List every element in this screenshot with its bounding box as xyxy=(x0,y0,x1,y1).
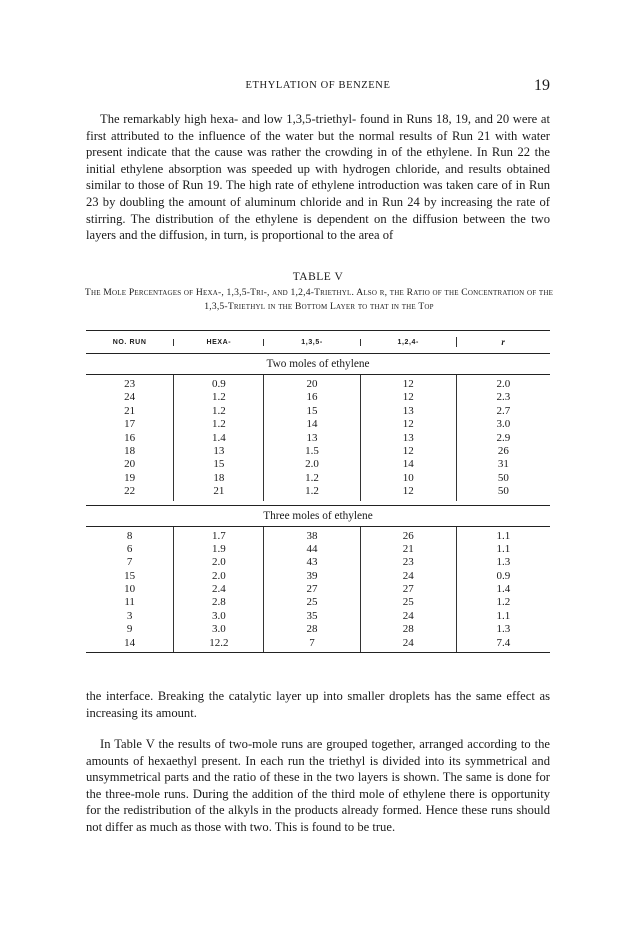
table-cell: 1.4 xyxy=(496,583,511,596)
column-run xyxy=(86,375,173,501)
table-cell: 22 xyxy=(124,485,136,498)
table-cell: 1.1 xyxy=(496,529,511,542)
column-header-hexa: HEXA- xyxy=(173,339,263,346)
table-cell: 27 xyxy=(306,583,318,596)
table-cell: 2.0 xyxy=(211,556,226,569)
table-cell: 1.7 xyxy=(211,529,226,542)
table-cell: 3.0 xyxy=(496,418,511,431)
table-cell: 44 xyxy=(306,542,318,555)
table-cell: 38 xyxy=(306,529,318,542)
table-cell: 21 xyxy=(402,542,414,555)
table-cell: 12 xyxy=(402,418,414,431)
section-label-two-moles: Two moles of ethylene xyxy=(86,354,550,375)
data-table xyxy=(86,330,550,653)
table-cell: 13 xyxy=(213,444,225,457)
table-cell: 7 xyxy=(126,556,133,569)
table-cell: 26 xyxy=(497,444,509,457)
table-cell: 13 xyxy=(402,404,414,417)
table-cell: 8 xyxy=(126,529,133,542)
table-cell: 12 xyxy=(402,391,414,404)
table-cell: 18 xyxy=(213,471,225,484)
table-cell: 2.4 xyxy=(211,583,226,596)
table-cell: 1.1 xyxy=(496,609,511,622)
table-cell: 24 xyxy=(124,391,136,404)
table-cell: 23 xyxy=(402,556,414,569)
table-cell: 20 xyxy=(306,378,318,390)
column-135 xyxy=(263,375,359,501)
table-cell: 50 xyxy=(497,485,509,498)
table-cell: 13 xyxy=(402,431,414,444)
table-cell: 6 xyxy=(126,542,133,555)
table-cell: 2.0 xyxy=(211,569,226,582)
table-cell: 1.4 xyxy=(211,431,226,444)
table-cell: 16 xyxy=(124,431,136,444)
table-cell: 43 xyxy=(306,556,318,569)
column-hexa xyxy=(173,527,263,653)
table-cell: 21 xyxy=(213,485,225,498)
table-caption: The Mole Percentages of Hexa-, 1,3,5-Tri-, and 1,2,4-Triethyl. Also r, the Ratio of the Concentration of the 1,3,5-Triethyl in the Bottom Layer to that in the Top xyxy=(84,287,554,312)
table-cell: 2.8 xyxy=(211,596,226,609)
table-cell: 9 xyxy=(126,623,133,636)
table-cell: 14 xyxy=(306,418,318,431)
table-cell: 1.2 xyxy=(211,404,226,417)
table-cell: 7 xyxy=(309,636,315,649)
table-cell: 3 xyxy=(126,609,133,622)
column-135 xyxy=(263,527,359,653)
table-cell: 15 xyxy=(213,458,225,471)
table-cell: 28 xyxy=(306,623,318,636)
table-cell: 19 xyxy=(124,471,136,484)
table-cell: 39 xyxy=(306,569,318,582)
table-cell: 2.3 xyxy=(496,391,511,404)
table-cell: 31 xyxy=(497,458,509,471)
table-cell: 15 xyxy=(306,404,318,417)
table-cell: 2.0 xyxy=(305,458,319,471)
table-cell: 7.4 xyxy=(496,636,511,649)
table-cell: 0.9 xyxy=(211,378,226,390)
column-r xyxy=(456,375,550,501)
table-cell: 10 xyxy=(124,583,136,596)
table-cell: 25 xyxy=(402,596,414,609)
paragraph-3: In Table V the results of two-mole runs are grouped together, arranged according to the amounts of hexaethyl present. In each run the triethyl is divided into its symmetrical and unsymmetrical parts and the ratio of these in the two layers is shown. The same is done for the three-mole runs. During the addition of the third mole of ethylene there is opportunity for the redistribution of the alkyls in the products already formed. Hence these runs should not differ as much as those with two. This is found to be true. xyxy=(86,737,550,834)
table-cell: 26 xyxy=(402,529,414,542)
table-cell: 1.2 xyxy=(211,418,226,431)
table-cell: 12 xyxy=(402,444,414,457)
table-cell: 35 xyxy=(306,609,318,622)
table-cell: 15 xyxy=(124,569,136,582)
column-header-r: r xyxy=(456,337,550,347)
table-cell: 1.2 xyxy=(305,485,319,498)
table-cell: 1.3 xyxy=(496,556,511,569)
table-cell: 1.2 xyxy=(305,471,319,484)
table-cell: 10 xyxy=(402,471,414,484)
table-cell: 21 xyxy=(124,404,136,417)
running-title: ETHYLATION OF BENZENE xyxy=(245,80,391,91)
table-title: TABLE V xyxy=(292,271,344,283)
table-cell: 2.0 xyxy=(496,378,511,390)
table-cell: 0.9 xyxy=(496,569,511,582)
section-label-three-moles: Three moles of ethylene xyxy=(86,505,550,527)
table-header-row xyxy=(86,331,550,354)
page-number: 19 xyxy=(534,77,550,94)
column-124 xyxy=(360,527,456,653)
column-124 xyxy=(360,375,456,501)
table-cell: 3.0 xyxy=(211,609,226,622)
table-cell: 28 xyxy=(402,623,414,636)
table-cell: 24 xyxy=(402,636,414,649)
table-cell: 20 xyxy=(124,458,136,471)
table-cell: 14 xyxy=(402,458,414,471)
table-cell: 12 xyxy=(402,378,414,390)
table-cell: 24 xyxy=(402,569,414,582)
table-cell: 18 xyxy=(124,444,136,457)
table-cell: 2.7 xyxy=(496,404,511,417)
section-three-moles xyxy=(86,527,550,653)
column-run xyxy=(86,527,173,653)
table-cell: 1.1 xyxy=(496,542,511,555)
table-cell: 1.2 xyxy=(211,391,226,404)
column-hexa xyxy=(173,375,263,501)
table-cell: 2.9 xyxy=(496,431,511,444)
table-cell: 1.9 xyxy=(211,542,226,555)
table-cell: 25 xyxy=(306,596,318,609)
table-cell: 16 xyxy=(306,391,318,404)
table-cell: 50 xyxy=(497,471,509,484)
table-cell: 23 xyxy=(124,378,136,390)
table-cell: 27 xyxy=(402,583,414,596)
table-cell: 1.3 xyxy=(496,623,511,636)
table-cell: 14 xyxy=(124,636,136,649)
page-header xyxy=(86,79,550,95)
paragraph-1: The remarkably high hexa- and low 1,3,5-triethyl- found in Runs 18, 19, and 20 were at first attributed to the influence of the water but the normal results of Run 21 with water present indicate that the cause was rather the crowding in of the ethylene. In Run 22 the initial ethylene absorption was speeded up with hydrogen chloride, and results obtained similar to those of Run 19. The high rate of ethylene introduction was taken care of in Run 23 by doubling the amount of aluminum chloride and in Run 24 by increasing the rate of stirring. The distribution of the ethylene is dependent on the diffusion between the two layers and the diffusion, in turn, is proportional to the area of xyxy=(86,112,550,243)
table-cell: 12.2 xyxy=(209,636,229,649)
table-cell: 12 xyxy=(402,485,414,498)
column-r xyxy=(456,527,550,653)
table-cell: 1.5 xyxy=(305,444,319,457)
section-two-moles xyxy=(86,375,550,501)
table-cell: 24 xyxy=(402,609,414,622)
column-header-135: 1,3,5- xyxy=(263,339,359,346)
column-header-run: NO. RUN xyxy=(112,338,147,346)
table-cell: 3.0 xyxy=(211,623,226,636)
table-cell: 17 xyxy=(124,418,136,431)
paragraph-2: the interface. Breaking the catalytic layer up into smaller droplets has the same effect as increasing its amount. xyxy=(86,689,550,720)
column-header-124: 1,2,4- xyxy=(360,339,456,346)
table-cell: 11 xyxy=(124,596,135,609)
table-cell: 1.2 xyxy=(496,596,511,609)
table-cell: 13 xyxy=(306,431,318,444)
